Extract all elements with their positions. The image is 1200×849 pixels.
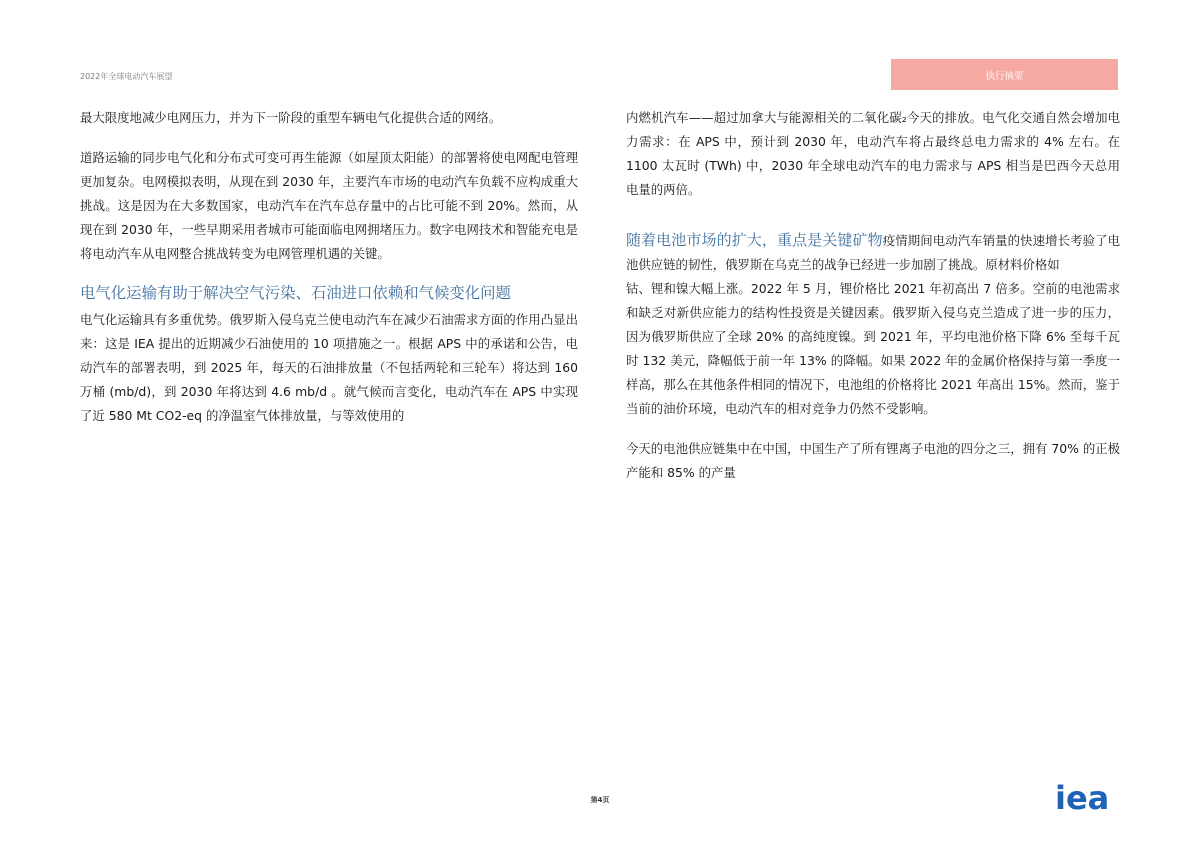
paragraph-with-heading	[626, 228, 1120, 421]
left-column	[80, 106, 578, 444]
section-tab-executive-summary[interactable]: 执行摘要	[891, 59, 1118, 90]
logo-text: iea	[1055, 783, 1110, 813]
paragraph: 最大限度地减少电网压力，并为下一阶段的重型车辆电气化提供合适的网络。	[80, 110, 502, 125]
paragraph-lead: 疫情期间电动汽车销量的快速增长考验了电池供应链的韧性，俄罗斯在乌克兰的战争已经进一步加剧了挑战。原材料价格如	[626, 233, 1120, 272]
paragraph: 电气化运输具有多重优势。俄罗斯入侵乌克兰使电动汽车在减少石油需求方面的作用凸显出来：这是 IEA 提出的近期减少石油使用的 10 项措施之一。根据 APS 中的承诺和公告，电动汽车的部署表明，到 2025 年，每天的石油排放量（不包括两轮和三轮车）将达到 160 万桶 (mb/d)，到 2030 年将达到 4.6 mb/d 。就气候而言变化，电动汽车在 APS 中实现了近 580 Mt CO2-eq 的净温室气体排放量，与等效使用的	[80, 312, 578, 423]
report-title: 2022年全球电动汽车展望	[80, 72, 173, 81]
section-heading: 随着电池市场的扩大，重点是关键矿物	[626, 231, 883, 249]
paragraph-text: 钴、锂和镍大幅上涨。2022 年 5 月，锂价格比 2021 年初高出 7 倍多。空前的电池需求和缺乏对新供应能力的结构性投资是关键因素。俄罗斯入侵乌克兰造成了进一步的压力，因为俄罗斯供应了全球 20% 的高纯度镍。到 2021 年，平均电池价格下降 6% 至每千瓦时 132 美元，降幅低于前一年 13% 的降幅。如果 2022 年的金属价格保持与第一季度一样高，那么在其他条件相同的情况下，电池组的价格将比 2021 年高出 15%。然而，鉴于当前的油价环境，电动汽车的相对竞争力仍然不受影响。	[626, 281, 1120, 416]
section-heading: 电气化运输有助于解决空气污染、石油进口依赖和气候变化问题	[80, 284, 511, 302]
page-number: 第4页	[590, 796, 610, 804]
right-column	[626, 106, 1120, 501]
paragraph: 内燃机汽车——超过加拿大与能源相关的二氧化碳₂今天的排放。电气化交通自然会增加电力需求：在 APS 中，预计到 2030 年，电动汽车将占最终总电力需求的 4% 左右。在 1100 太瓦时 (TWh) 中，2030 年全球电动汽车的电力需求与 APS 相当是巴西今天总用电量的两倍。	[626, 110, 1120, 197]
iea-logo[interactable]	[1055, 783, 1123, 813]
paragraph: 道路运输的同步电气化和分布式可变可再生能源（如屋顶太阳能）的部署将使电网配电管理更加复杂。电网模拟表明，从现在到 2030 年，主要汽车市场的电动汽车负载不应构成重大挑战。这是因为在大多数国家，电动汽车在汽车总存量中的占比可能不到 20%。然而，从现在到 2030 年，一些早期采用者城市可能面临电网拥堵压力。数字电网技术和智能充电是将电动汽车从电网整合挑战转变为电网管理机遇的关键。	[80, 150, 578, 261]
paragraph: 今天的电池供应链集中在中国，中国生产了所有锂离子电池的四分之三，拥有 70% 的正极产能和 85% 的产量	[626, 441, 1120, 480]
